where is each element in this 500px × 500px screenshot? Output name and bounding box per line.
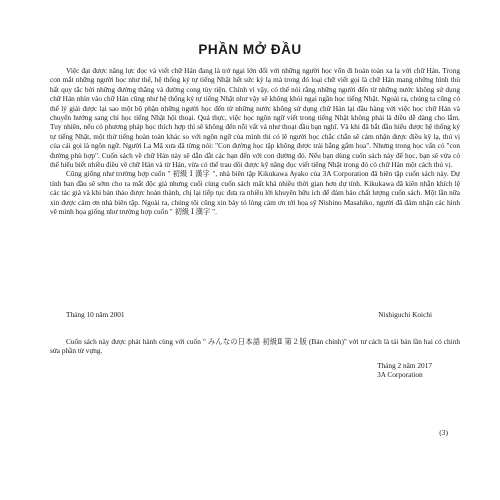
signature-date-1: Tháng 10 năm 2001 <box>66 310 125 319</box>
signature-block-1 <box>50 310 460 320</box>
paragraph-2: Cũng giống như trường hợp cuốn " 初級 Ⅰ 漢字 ", nhà biên tập Kikukawa Ayako của 3A Corporation đã biên tập cuốn sách này. Dự tính ban đầu sẽ sớm cho ra mắt độc giả nhưng cuối cùng cuốn sách mất khá nhiều thời gian hơn dự tính. Kikukawa đã kiên nhẫn khích lệ các tác giả và khi bản thảo được hoàn thành, chị lại tiếp tục đưa ra nhiều lời khuyên hữu ích để đảm bảo chất lượng cuốn sách. Một lần nữa xin được cảm ơn nhà biên tập. Ngoài ra, chúng tôi cũng xin bày tỏ lòng cảm ơn tới họa sỹ Nishino Masahiko, người đã đảm nhận các hình vẽ minh họa giống như trường hợp cuốn " 初級 Ⅰ 漢字 ". <box>50 169 460 217</box>
signature-author-1: Nishiguchi Koichi <box>378 310 432 319</box>
page-number: (3) <box>439 428 448 437</box>
intro-section <box>50 66 460 217</box>
signature-author-2: 3A Corporation <box>377 370 423 380</box>
page-title: PHẦN MỞ ĐẦU <box>198 42 302 57</box>
paragraph-3: Cuốn sách này được phát hành cùng với cuốn " みんなの日本語 初級Ⅱ 第２版 (Bản chỉnh)" với tư cách là tái bản lần hai có chỉnh sửa phần từ vựng. <box>50 337 460 356</box>
edition-section <box>50 337 460 356</box>
signature-date-2: Tháng 2 năm 2017 <box>377 361 432 370</box>
signature-block-2 <box>50 361 460 383</box>
paragraph-1: Việc đạt được năng lực đọc và viết chữ Hán đang là trở ngại lớn đối với những người học vốn đi hoàn toàn xa lạ với chữ Hán. Trong con mắt những người học như thế, hệ thống ký tự tiếng Nhật hết sức kỳ lạ mà trong đó loại chữ viết gọi là chữ Hán mang những hình thù bất quy tắc bởi những đường thẳng và đường cong tùy tiện. Chính vì vậy, có thể nói rằng những người đến từ những nước không sử dụng chữ Hán nhìn vào chữ Hán cũng như hệ thống ký tự tiếng Nhật như vậy sẽ không khỏi ngại ngần học tiếng Nhật. Ngoài ra, chúng ta cũng có thể lý giải được lại sao một bộ phận những người học đến từ những nước không sử dụng chữ Hán lại đầu hàng với việc học chữ Hán và chuyển hướng sang chỉ học tiếng Nhật hội thoại. Quả thực, việc học ngôn ngữ viết trong tiếng Nhật không phải là điều dễ dàng cho lắm. Tuy nhiên, nếu có phương pháp học thích hợp thì sẽ không đến nỗi vất vả như thoạt đầu bạn nghĩ. Và khi đã bắt đầu hiểu được hệ thống ký tự tiếng Nhật, một thứ tiếng hoàn toàn khác so với ngôn ngữ của mình thì có lẽ người học chắc chắn sẽ cảm nhận được điều kỳ lạ, thú vị của cái gọi là ngôn ngữ. Người La Mã xưa đã từng nói: "Con đường học tập không được trải bằng gấm hoa". Nhưng trong học vấn có "con đường phù hợp". Cuốn sách về chữ Hán này sẽ dẫn dắt các bạn đến với con đường đó. Nếu bạn dùng cuốn sách này để học, bạn sẽ vừa có thể hiểu biết nhiều điều về chữ Hán và từ Hán, vừa có thể trau dồi được kỹ năng đọc viết tiếng Nhật trong đó có chữ Hán một cách thú vị. <box>50 66 460 170</box>
